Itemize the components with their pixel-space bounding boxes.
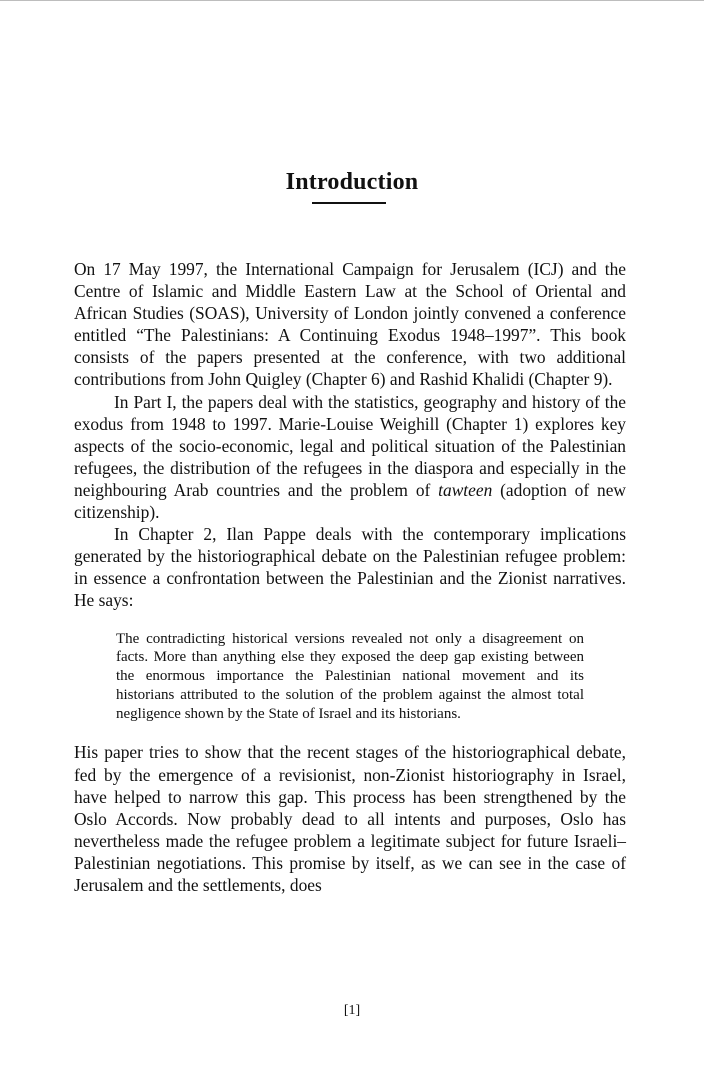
top-edge-rule xyxy=(0,0,704,1)
block-quote: The contradicting historical versions revealed not only a disagreement on facts. More than anything else they exposed the deep gap existing between the enormous importance the Palestinian national movement and its historians attributed to the solution of the problem against the almost total negligence shown by the State of Israel and its historians. xyxy=(116,630,584,722)
paragraph-closing: His paper tries to show that the recent stages of the historiographical debate, fed by the emergence of a revisionist, non-Zionist historiography in Israel, have helped to narrow this gap. This process has been strengthened by the Oslo Accords. Now probably dead to all intents and purposes, Oslo has nevertheless made the refugee problem a legitimate subject for future Israeli–Palestinian negotiations. This promise by itself, as we can see in the case of Jerusalem and the settlements, does xyxy=(74,742,626,896)
paragraph-part-one-text: In Part I, the papers deal with the statistics, geography and history of the exodus from 1948 to 1997. Marie-Louise Weighill (Chapter 1) explores key aspects of the socio-economic, legal and political situation of the Palestinian refugees, the distribution of the refugees in the diaspora and especially in the neighbouring Arab countries and the problem of xyxy=(74,391,626,500)
page-number: [1] xyxy=(343,1003,361,1018)
title-underline-rule xyxy=(312,202,386,204)
paragraph-part-one xyxy=(74,391,626,524)
paragraph-opening: On 17 May 1997, the International Campaign for Jerusalem (ICJ) and the Centre of Islamic and Middle Eastern Law at the School of Oriental and African Studies (SOAS), University of London jointly convened a conference entitled “The Palestinians: A Continuing Exodus 1948–1997”. This book consists of the papers presented at the conference, with two additional contributions from John Quigley (Chapter 6) and Rashid Khalidi (Chapter 9). xyxy=(74,259,626,390)
paragraph-chapter-two: In Chapter 2, Ilan Pappe deals with the contemporary implications generated by the historiographical debate on the Palestinian refugee problem: in essence a confrontation between the Palestinian and the Zionist narratives. He says: xyxy=(74,524,626,611)
italic-term: tawteen xyxy=(438,479,493,500)
body-text xyxy=(74,258,626,896)
page-title: Introduction xyxy=(285,169,419,196)
paragraph-part-one-tail: (adoption of new citizenship). xyxy=(74,479,626,523)
